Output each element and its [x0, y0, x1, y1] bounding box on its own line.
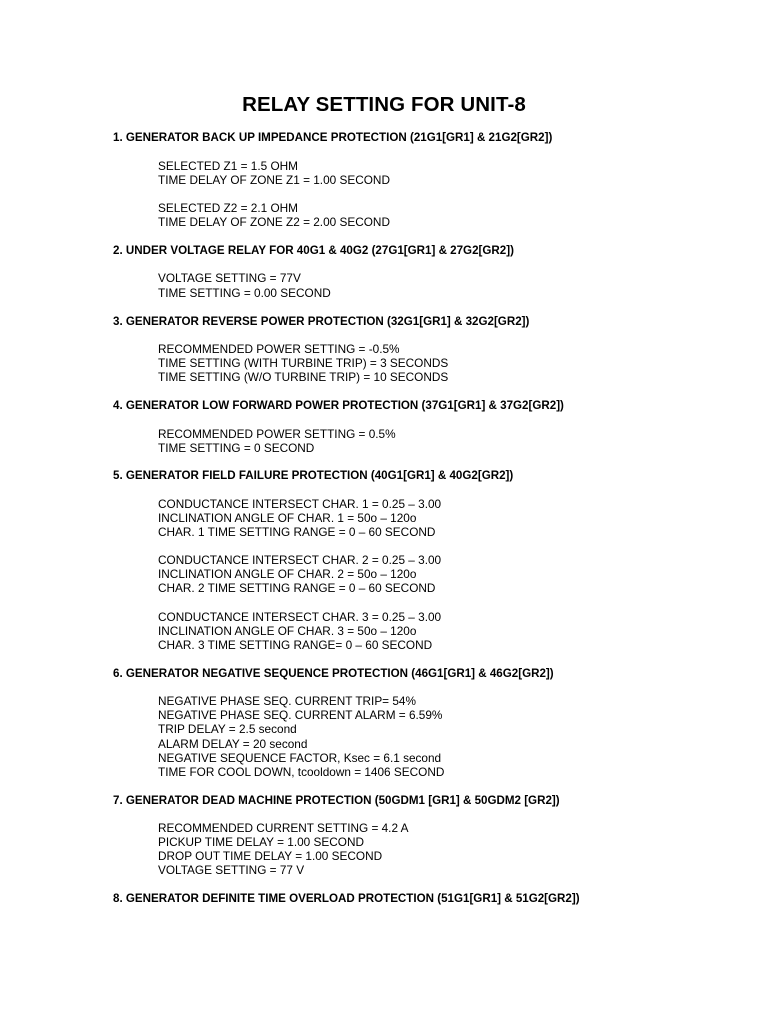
- page-title: RELAY SETTING FOR UNIT-8: [242, 93, 526, 116]
- section-6-heading: 6. GENERATOR NEGATIVE SEQUENCE PROTECTION (46G1[GR1] & 46G2[GR2]): [113, 667, 554, 680]
- section-5-line-7: CONDUCTANCE INTERSECT CHAR. 3 = 0.25 – 3.00: [158, 610, 442, 624]
- section-5-line-1: CONDUCTANCE INTERSECT CHAR. 1 = 0.25 – 3.00: [158, 497, 442, 511]
- section-5-line-2: INCLINATION ANGLE OF CHAR. 1 = 50o – 120o: [158, 511, 417, 525]
- section-2-heading: 2. UNDER VOLTAGE RELAY FOR 40G1 & 40G2 (27G1[GR1] & 27G2[GR2]): [113, 244, 514, 257]
- section-1-line-1: SELECTED Z1 = 1.5 OHM: [158, 159, 298, 173]
- section-8-heading: 8. GENERATOR DEFINITE TIME OVERLOAD PROTECTION (51G1[GR1] & 51G2[GR2]): [113, 892, 580, 905]
- section-7-line-4: VOLTAGE SETTING = 77 V: [158, 863, 305, 877]
- section-4-heading: 4. GENERATOR LOW FORWARD POWER PROTECTION (37G1[GR1] & 37G2[GR2]): [113, 399, 564, 412]
- section-4-line-2: TIME SETTING = 0 SECOND: [158, 441, 315, 455]
- section-6-line-6: TIME FOR COOL DOWN, tcooldown = 1406 SECOND: [158, 765, 445, 779]
- section-7-line-3: DROP OUT TIME DELAY = 1.00 SECOND: [158, 849, 383, 863]
- section-6-line-4: ALARM DELAY = 20 second: [158, 737, 308, 751]
- section-6-line-3: TRIP DELAY = 2.5 second: [158, 722, 297, 736]
- section-6-line-2: NEGATIVE PHASE SEQ. CURRENT ALARM = 6.59%: [158, 708, 443, 722]
- section-5-heading: 5. GENERATOR FIELD FAILURE PROTECTION (40G1[GR1] & 40G2[GR2]): [113, 469, 514, 482]
- section-7-heading: 7. GENERATOR DEAD MACHINE PROTECTION (50GDM1 [GR1] & 50GDM2 [GR2]): [113, 794, 560, 807]
- section-2-line-1: VOLTAGE SETTING = 77V: [158, 271, 301, 285]
- section-3-line-3: TIME SETTING (W/O TURBINE TRIP) = 10 SECONDS: [158, 370, 449, 384]
- section-7-line-2: PICKUP TIME DELAY = 1.00 SECOND: [158, 835, 364, 849]
- section-1-heading: 1. GENERATOR BACK UP IMPEDANCE PROTECTION (21G1[GR1] & 21G2[GR2]): [113, 131, 553, 144]
- section-5-line-8: INCLINATION ANGLE OF CHAR. 3 = 50o – 120o: [158, 624, 417, 638]
- section-1-line-3: SELECTED Z2 = 2.1 OHM: [158, 201, 298, 215]
- section-3-line-1: RECOMMENDED POWER SETTING = -0.5%: [158, 342, 400, 356]
- section-4-line-1: RECOMMENDED POWER SETTING = 0.5%: [158, 427, 396, 441]
- section-6-line-1: NEGATIVE PHASE SEQ. CURRENT TRIP= 54%: [158, 694, 416, 708]
- section-5-line-4: CONDUCTANCE INTERSECT CHAR. 2 = 0.25 – 3.00: [158, 553, 442, 567]
- section-6-line-5: NEGATIVE SEQUENCE FACTOR, Ksec = 6.1 second: [158, 751, 442, 765]
- section-7-line-1: RECOMMENDED CURRENT SETTING = 4.2 A: [158, 821, 409, 835]
- section-5-line-5: INCLINATION ANGLE OF CHAR. 2 = 50o – 120o: [158, 567, 417, 581]
- section-5-line-3: CHAR. 1 TIME SETTING RANGE = 0 – 60 SECOND: [158, 525, 436, 539]
- section-5-line-9: CHAR. 3 TIME SETTING RANGE= 0 – 60 SECOND: [158, 638, 433, 652]
- section-3-line-2: TIME SETTING (WITH TURBINE TRIP) = 3 SECONDS: [158, 356, 449, 370]
- section-5-line-6: CHAR. 2 TIME SETTING RANGE = 0 – 60 SECOND: [158, 581, 436, 595]
- section-1-line-2: TIME DELAY OF ZONE Z1 = 1.00 SECOND: [158, 173, 390, 187]
- section-1-line-4: TIME DELAY OF ZONE Z2 = 2.00 SECOND: [158, 215, 390, 229]
- section-3-heading: 3. GENERATOR REVERSE POWER PROTECTION (32G1[GR1] & 32G2[GR2]): [113, 315, 530, 328]
- section-2-line-2: TIME SETTING = 0.00 SECOND: [158, 286, 331, 300]
